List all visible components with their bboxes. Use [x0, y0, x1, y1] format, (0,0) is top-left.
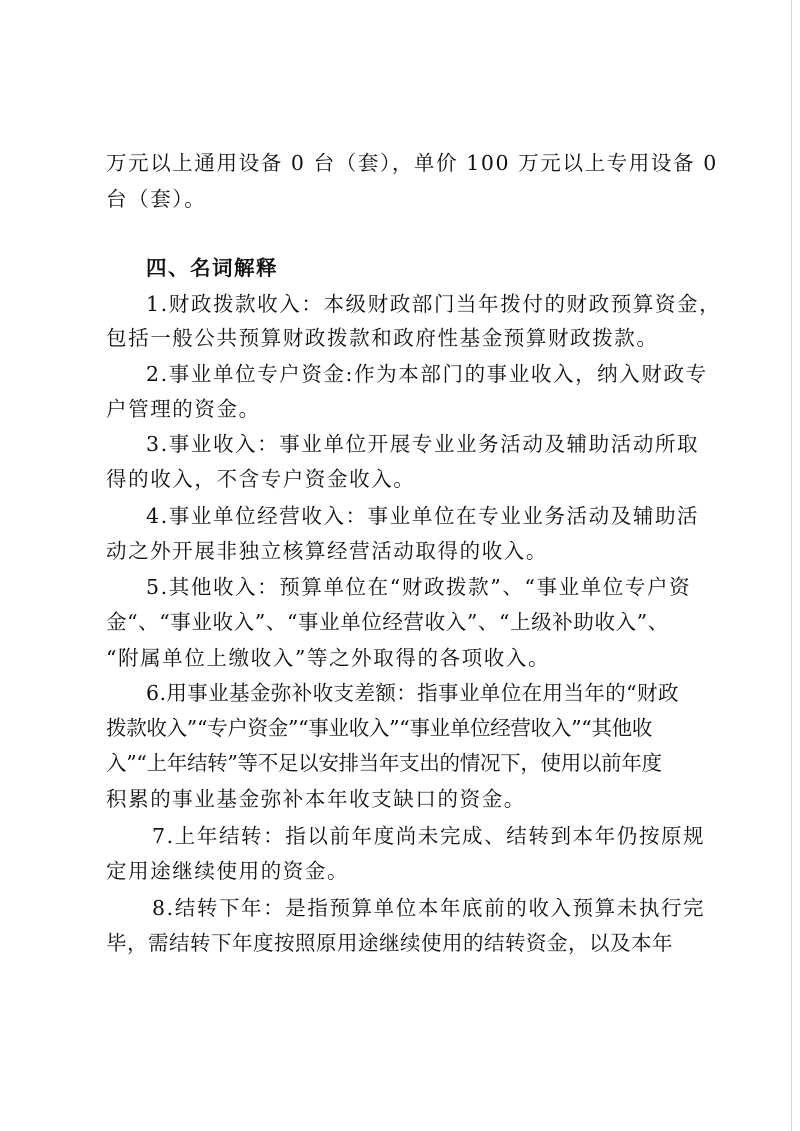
text-line: 毕，需结转下年度按照原用途继续使用的结转资金，以及本年	[106, 931, 673, 955]
text-line: 6.用事业基金弥补收支差额：指事业单位在用当年的“财政	[146, 681, 679, 705]
text-line: 8.结转下年：是指预算单位本年底前的收入预算未执行完	[152, 896, 706, 920]
text-line: 7.上年结转：指以前年度尚未完成、结转到本年仍按原规	[152, 824, 706, 848]
page-edge	[791, 0, 792, 1131]
text-line: 包括一般公共预算财政拨款和政府性基金预算财政拨款。	[106, 326, 659, 350]
text-line: 动之外开展非独立核算经营活动取得的收入。	[106, 539, 548, 563]
text-line: 得的收入，不含专户资金收入。	[106, 467, 416, 491]
text-line: 金“、“事业收入”、“事业单位经营收入”、“上级补助收入”、	[106, 610, 669, 634]
section-heading: 四、名词解释	[146, 256, 278, 280]
text-line: 积累的事业基金弥补本年收支缺口的资金。	[106, 787, 526, 811]
text-line: “附属单位上缴收入”等之外取得的各项收入。	[106, 646, 551, 670]
text-line: 拨款收入”“专户资金”“事业收入”“事业单位经营收入”“其他收	[106, 716, 653, 740]
text-line: 4.事业单位经营收入：事业单位在专业业务活动及辅助活	[146, 504, 700, 528]
text-line: 1.财政拨款收入：本级财政部门当年拨付的财政预算资金，	[146, 292, 722, 316]
text-line: 定用途继续使用的资金。	[106, 859, 350, 883]
text-line: 万元以上通用设备 0 台（套），单价 100 万元以上专用设备 0	[106, 151, 718, 175]
text-line: 户管理的资金。	[106, 397, 261, 421]
text-line: 5.其他收入：预算单位在“财政拨款”、“事业单位专户资	[146, 575, 692, 599]
text-line: 3.事业收入：事业单位开展专业业务活动及辅助活动所取	[146, 432, 700, 456]
text-line: 2.事业单位专户资金:作为本部门的事业收入，纳入财政专	[146, 362, 708, 386]
text-line: 入”“上年结转”等不足以安排当年支出的情况下，使用以前年度	[106, 751, 662, 775]
text-line: 台（套）。	[106, 187, 207, 211]
